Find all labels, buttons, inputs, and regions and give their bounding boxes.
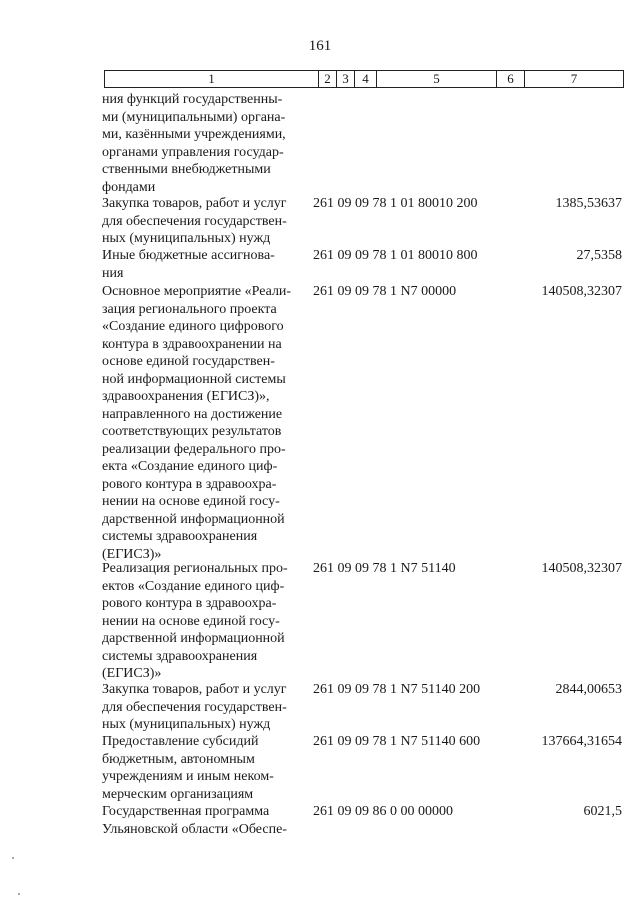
row-codes: 261 09 09 78 1 01 80010 800 — [313, 248, 478, 263]
row-codes: 261 09 09 78 1 01 80010 200 — [313, 196, 478, 211]
header-col-1: 1 — [105, 71, 319, 87]
row-description: Предоставление субсидий бюджетным, автономным учреждениям и иным неком- мерческим организациям — [102, 734, 274, 802]
row-description: Закупка товаров, работ и услуг для обеспечения государствен- ных (муниципальных) нужд — [102, 196, 287, 246]
row-amount: 137664,31654 — [541, 734, 622, 749]
header-col-3: 3 — [337, 71, 355, 87]
row-amount: 140508,32307 — [541, 284, 622, 299]
row-codes: 261 09 09 78 1 N7 00000 — [313, 284, 457, 299]
row-amount: 2844,00653 — [555, 682, 622, 697]
row-description: Основное мероприятие «Реали- зация регионального проекта «Создание единого цифрового контура в здравоохранении на основе единой государствен- ной информационной системы здравоохранения (ЕГИСЗ)», направленного на достижение соответствующих результатов реализации федерального про- екта «Создание единого циф- рового контура в здравоохра- нении на основе единой госу- дарственной информационной системы здравоохранения (ЕГИСЗ)» — [102, 284, 292, 562]
row-amount: 140508,32307 — [541, 561, 622, 576]
scan-speck — [18, 893, 20, 895]
row-description: Иные бюджетные ассигнова- ния — [102, 248, 275, 281]
table-header — [104, 70, 624, 88]
header-col-2: 2 — [319, 71, 337, 87]
row-description: ния функций государственны- ми (муниципальными) органа- ми, казёнными учреждениями, органами управления государ- ственными внебюджетными фондами — [102, 92, 286, 195]
header-col-4: 4 — [355, 71, 377, 87]
row-amount: 1385,53637 — [555, 196, 622, 211]
row-codes: 261 09 09 78 1 N7 51140 600 — [313, 734, 481, 749]
header-col-7: 7 — [570, 71, 578, 86]
header-col-5: 5 — [377, 71, 497, 87]
row-codes: 261 09 09 78 1 N7 51140 — [313, 561, 456, 576]
scan-speck — [12, 857, 14, 859]
row-description: Реализация региональных про- ектов «Создание единого циф- рового контура в здравоохра- нении на основе единой госу- дарственной информационной системы здравоохранения (ЕГИСЗ)» — [102, 561, 288, 681]
row-codes: 261 09 09 78 1 N7 51140 200 — [313, 682, 481, 697]
header-col-6: 6 — [497, 71, 525, 87]
row-amount: 27,5358 — [576, 248, 622, 263]
row-amount: 6021,5 — [583, 804, 622, 819]
row-description: Закупка товаров, работ и услуг для обеспечения государствен- ных (муниципальных) нужд — [102, 682, 287, 732]
page-number: 161 — [308, 38, 332, 54]
row-description: Государственная программа Ульяновской области «Обеспе- — [102, 804, 287, 837]
row-codes: 261 09 09 86 0 00 00000 — [313, 804, 453, 819]
